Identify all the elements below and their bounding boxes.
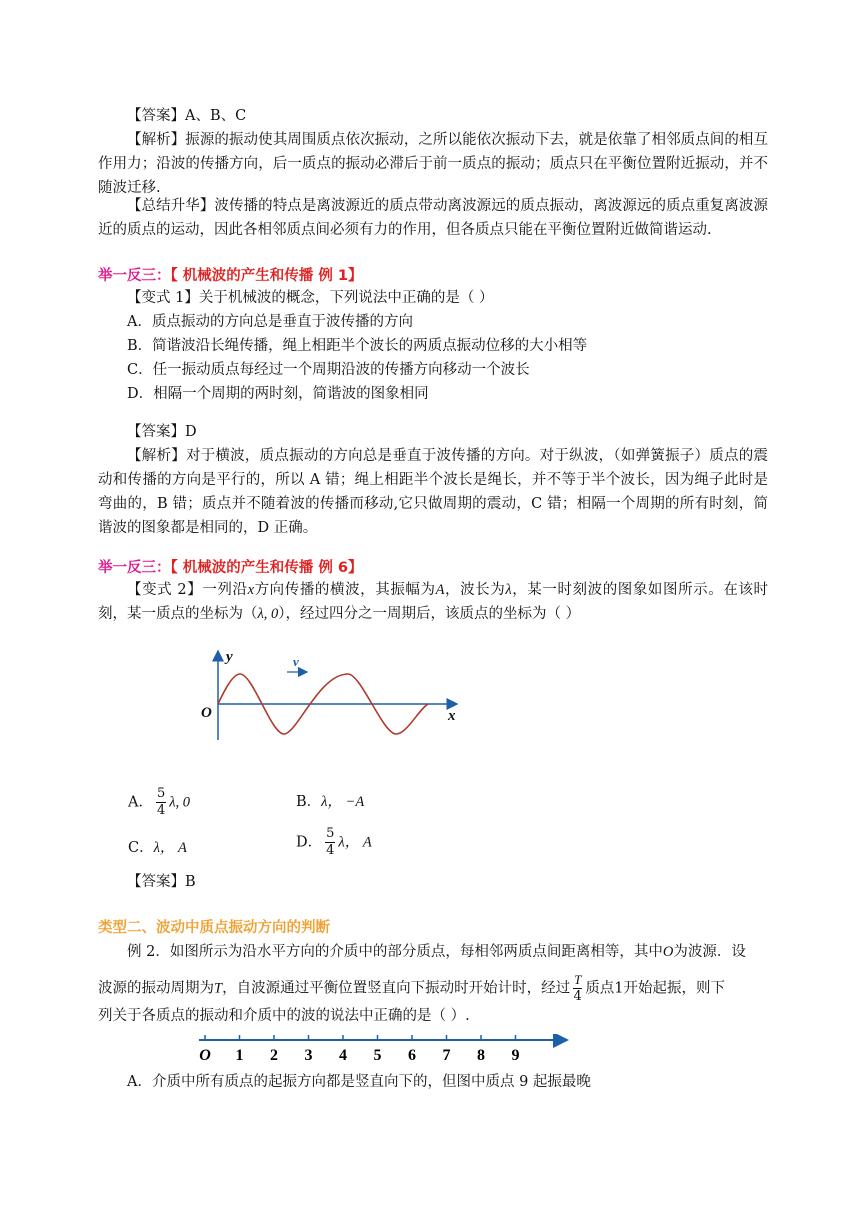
analysis-2: 【解析】对于横波，质点振动的方向总是垂直于波传播的方向。对于纵波，（如弹簧振子）质点的震动和传播的方向是平行的，所以 A 错；绳上相距半个波长是绳长，并不等于半个波长，因为绳子此时是弯曲的，B 错；质点并不随着波的传播而移动,它只做周期的震动，C 错；相隔一个周期的所有时刻，简谐波的图象都是相同的，D 正确。 <box>98 448 768 536</box>
tick-label-7: 7 <box>442 1047 451 1064</box>
tick-label-2: 2 <box>270 1047 278 1064</box>
var-lambda: λ <box>505 582 512 598</box>
tick-label-9: 9 <box>511 1047 520 1064</box>
tick-label-5: 5 <box>373 1047 382 1064</box>
section-heading-2 <box>98 556 362 577</box>
summary-1: 【总结升华】波传播的特点是离波源近的质点带动离波源远的质点振动，离波源远的质点重复离波源近的质点的运动，因此各相邻质点间必须有力的作用，但各质点只能在平衡位置附近做简谐运动. <box>98 198 768 238</box>
tick-label-4: 4 <box>339 1047 347 1064</box>
example-2-option-a: A．介质中所有质点的起振方向都是竖直向下的，但图中质点 9 起振最晚 <box>127 1074 591 1090</box>
variant-1-question: 【变式 1】关于机械波的概念，下列说法中正确的是（ ） <box>127 290 494 306</box>
section-prefix: 举一反三： <box>98 268 171 284</box>
answer-2: 【答案】D <box>127 424 197 440</box>
tick-label-3: 3 <box>304 1047 313 1064</box>
wave-graph <box>195 645 470 745</box>
v-label: v <box>293 654 299 669</box>
option-a: A．质点振动的方向总是垂直于波传播的方向 <box>127 314 413 330</box>
section-prefix: 举一反三： <box>98 560 171 576</box>
variant-2-option-b: B．λ， −A <box>296 794 365 810</box>
option-c: C．任一振动质点每经过一个周期沿波的传播方向移动一个波长 <box>127 362 530 378</box>
tick-label-6: 6 <box>408 1047 416 1064</box>
tick-label-8: 8 <box>477 1047 485 1064</box>
answer-1: 【答案】A、B、C <box>127 108 247 124</box>
section-tag: 【 机械波的产生和传播 例 6】 <box>170 560 363 576</box>
example-2-line-3: 列关于各质点的振动和介质中的波的说法中正确的是（ ）. <box>98 1008 470 1024</box>
example-2-line-1: 例 2．如图所示为沿水平方向的介质中的部分质点，每相邻两质点间距离相等，其中O为波源．设 <box>127 944 746 960</box>
origin-label: O <box>201 705 212 721</box>
y-label: y <box>226 649 233 665</box>
x-label: x <box>448 708 456 724</box>
tick-label-1: 1 <box>235 1047 244 1064</box>
var-x: x <box>247 582 255 598</box>
variant-2-option-d: D． $\frac{5}{4}$ λ， A <box>296 826 372 858</box>
variant-2-option-a: A． $\frac{5}{4}$ λ, 0 <box>128 786 191 818</box>
option-d: D．相隔一个周期的两时刻，简谐波的图象相同 <box>127 386 429 402</box>
section-heading-1 <box>98 264 362 285</box>
variant-2-option-c: C．λ， A <box>128 840 187 856</box>
example-2-line-2: 波源的振动周期为T，自波源通过平衡位置竖直向下振动时开始计时，经过 $\frac{T}{4}$ 质点1开始起振，则下 <box>98 972 726 1004</box>
var-A: A <box>435 582 445 598</box>
variant-2-question: 【变式 2】一列沿x方向传播的横波，其振幅为A，波长为λ，某一时刻波的图象如图所示。在该时刻，某一质点的坐标为（λ, 0），经过四分之一周期后，该质点的坐标为（ ） <box>98 582 769 622</box>
tick-label-O: O <box>199 1047 211 1064</box>
type-two-heading: 类型二、波动中质点振动方向的判断 <box>98 920 330 936</box>
coord: λ, 0 <box>257 606 279 622</box>
option-b: B．简谐波沿长绳传播，绳上相距半个波长的两质点振动位移的大小相等 <box>127 338 588 354</box>
particle-number-line <box>195 1034 575 1070</box>
answer-3: 【答案】B <box>127 874 196 890</box>
section-tag: 【 机械波的产生和传播 例 1】 <box>170 268 363 284</box>
analysis-1: 【解析】振源的振动使其周围质点依次振动，之所以能依次振动下去，就是依靠了相邻质点间的相互作用力；沿波的传播方向，后一质点的振动必滞后于前一质点的振动；质点只在平衡位置附近振动，并不随波迁移. <box>98 132 768 196</box>
